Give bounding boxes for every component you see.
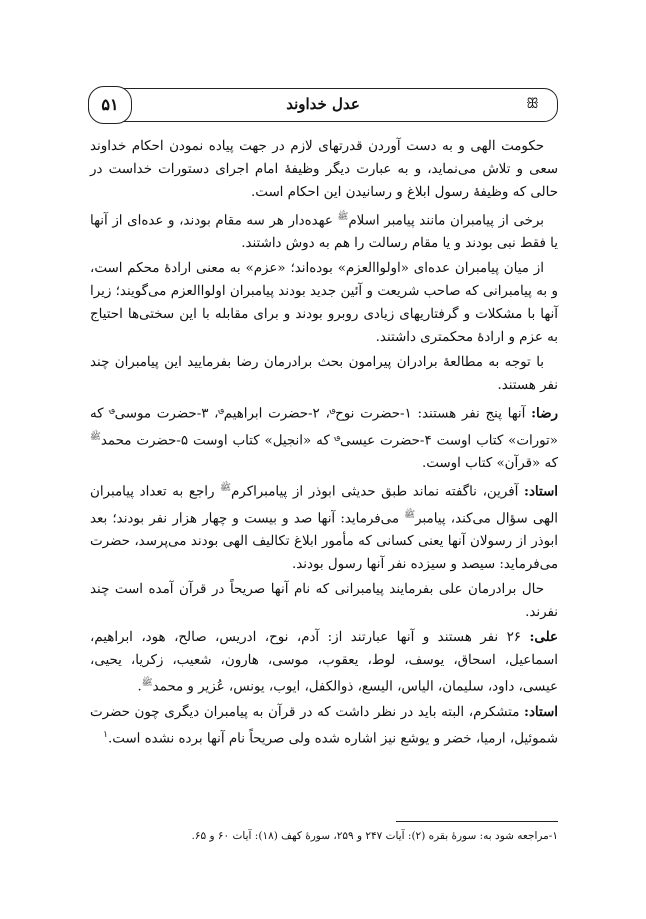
dialog-reza: رضا: آنها پنج نفر هستند: ۱-حضرت نوح؈، ۲-حضرت ابراهیم؈، ۳-حضرت موسی؈ که «تورات» کتاب اوست ۴-حضرت عیسی؈ که «انجیل» کتاب اوست ۵-حضرت محمد$^ﷺ$ که «قرآن» کتاب اوست.	[90, 405, 558, 472]
speaker-name: استاد:	[524, 483, 558, 500]
ornament-right-icon: ꕥ	[526, 96, 539, 112]
paragraph: برخی از پیامبران مانند پیامبر اسلام$^ﷺ$ عهده‌دار هر سه مقام بودند، و عده‌ای از آنها یا فقط نبی بودند و یا مقام رسالت را هم به دوش داشتند.	[90, 212, 558, 252]
honorific-icon: ﷺ	[404, 509, 416, 520]
honorific-icon: ؈	[334, 431, 340, 442]
footnote: ۱-مراجعه شود به: سورهٔ بقره (۲): آیات ۲۴۷ و ۲۵۹، سورهٔ کهف (۱۸): آیات ۶۰ و ۶۵.	[191, 830, 558, 842]
honorific-icon: ؈	[218, 405, 224, 416]
honorific-icon: ﷺ	[90, 431, 101, 442]
page-number: ۵۱	[88, 86, 132, 124]
paragraph: حال برادرمان علی بفرمایند پیامبرانی که نام آنها صریحاً در قرآن آمده است چند نفرند.	[90, 582, 558, 621]
honorific-icon: ؈	[329, 405, 336, 416]
footnote-ref[interactable]: ۱	[103, 729, 108, 740]
dialog-ali: علی: ۲۶ نفر هستند و آنها عبارتند از: آدم، نوح، ادریس، صالح، هود، ابراهیم، اسماعیل، اسحاق، یوسف، لوط، یعقوب، موسی، هارون، شعیب، زکریا، یحیی، عیسی، داود، سلیمان، الیاس، الیسع، ذوالکفل، ایوب، یونس، عُزیر و محمد$^ﷺ$.	[90, 629, 558, 695]
honorific-icon: ﷺ	[141, 678, 153, 689]
footnote-divider	[396, 821, 558, 822]
paragraph: با توجه به مطالعهٔ برادران پیرامون بحث برادرمان رضا بفرمایید این پیامبران چند نفر هستند.	[90, 355, 558, 394]
dialog-ostad: استاد: آفرین، ناگفته نماند طبق حدیثی ابوذر از پیامبراکرم$^ﷺ$ راجع به تعداد پیامبران الهی سؤال می‌کند، پیامبر$^ﷺ$ می‌فرماید: آنها صد و بیست و چهار هزار نفر بودند؛ بعد ابوذر از رسولان آنها یعنی کسانی که مأمور ابلاغ تکالیف الهی بودند می‌پرسد، حضرت می‌فرماید: سیصد و سیزده نفر آنها رسول بودند.	[90, 483, 558, 573]
page-body	[90, 135, 558, 752]
chapter-title: عدل خداوند	[286, 95, 360, 113]
paragraph: حکومت الهی و به دست آوردن قدرتهای لازم در جهت پیاده نمودن احکام خداوند سعی و تلاش می‌نماید، و به عبارت دیگر وظیفهٔ امام اجرای دستورات خداست در حالی که وظیفهٔ رسول ابلاغ و رسانیدن این احکام است.	[90, 139, 558, 200]
speaker-name: علی:	[529, 629, 558, 646]
honorific-icon: ؈	[109, 405, 115, 416]
page-header	[88, 88, 558, 122]
paragraph: از میان پیامبران عده‌ای «اولواالعزم» بوده‌اند؛ «عزم» به معنی ارادهٔ محکم است، و به پیامبرانی که صاحب شریعت و آئین جدید بودند پیامبران اولواالعزم می‌گویند؛ زیرا آنها با مشکلات و گرفتاریهای زیادی روبرو بودند و برای مقابله با این سختی‌ها احتیاج به عزم و ارادهٔ محکمتری داشتند.	[90, 261, 558, 346]
dialog-ostad: استاد: متشکرم، البته باید در نظر داشت که در قرآن به پیامبران دیگری چون حضرت شموئیل، ارمیا، خضر و یوشع نیز اشاره شده ولی صریحاً نام آنها برده نشده است.$^۱$	[90, 703, 558, 747]
honorific-icon: ﷺ	[220, 483, 232, 494]
speaker-name: رضا:	[531, 405, 558, 422]
speaker-name: استاد:	[524, 703, 558, 720]
honorific-icon: ﷺ	[337, 212, 349, 222]
